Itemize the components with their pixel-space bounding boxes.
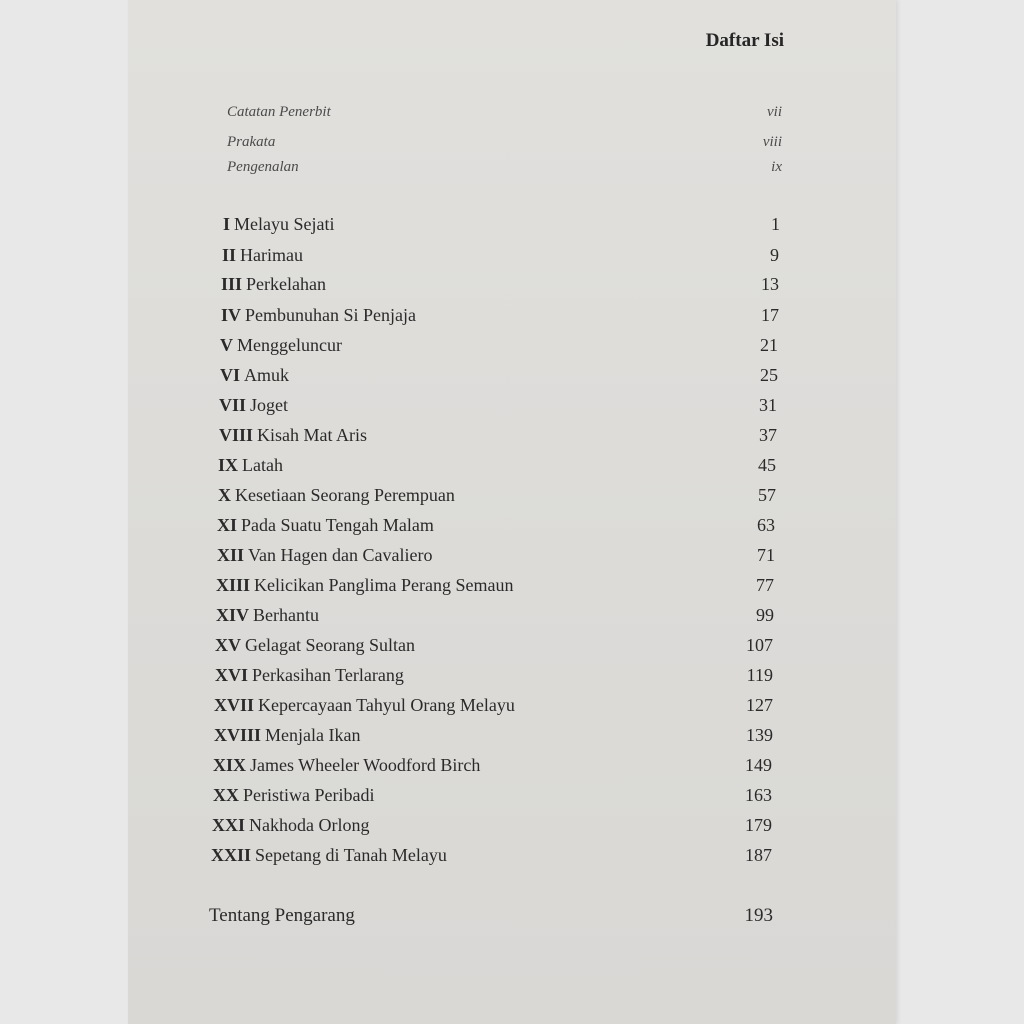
chapter-numeral: I xyxy=(223,214,231,234)
chapter-row xyxy=(219,391,777,419)
chapter-row xyxy=(212,811,772,839)
chapter-numeral: XVI xyxy=(215,665,249,685)
chapter-page: 25 xyxy=(760,365,778,385)
chapter-row xyxy=(214,721,773,749)
chapter-title: Nakhoda Orlong xyxy=(249,815,370,835)
chapter-numeral: XVIII xyxy=(214,725,262,745)
chapter-numeral: VIII xyxy=(219,425,254,445)
chapter-page: 37 xyxy=(759,425,777,445)
chapter-row xyxy=(218,451,776,479)
entry-label: Pengenalan xyxy=(227,159,299,175)
chapter-numeral: IV xyxy=(221,305,242,325)
chapter-page: 163 xyxy=(745,785,772,805)
entry-label: Prakata xyxy=(227,134,276,150)
chapter-row xyxy=(220,331,778,359)
chapter-row xyxy=(219,421,777,449)
chapter-title: Sepetang di Tanah Melayu xyxy=(255,845,447,865)
entry-page: 193 xyxy=(744,905,773,926)
front-matter-row xyxy=(227,98,782,126)
page-title: Daftar Isi xyxy=(705,30,784,51)
chapter-row xyxy=(217,541,775,569)
chapter-numeral: X xyxy=(218,485,231,505)
book-page xyxy=(128,0,896,1024)
chapter-page: 149 xyxy=(745,755,772,775)
chapter-page: 77 xyxy=(756,575,774,595)
chapter-title: James Wheeler Woodford Birch xyxy=(250,755,481,775)
front-matter-row xyxy=(227,153,782,181)
chapter-page: 21 xyxy=(760,335,778,355)
chapter-title: Gelagat Seorang Sultan xyxy=(245,635,415,655)
chapter-page: 57 xyxy=(758,485,776,505)
chapter-row xyxy=(215,631,773,659)
chapter-title: Perkasihan Terlarang xyxy=(252,665,404,685)
chapter-row xyxy=(216,571,774,599)
chapter-page: 1 xyxy=(771,214,780,234)
chapter-row xyxy=(213,781,772,809)
chapter-row xyxy=(221,301,779,329)
chapter-title: Melayu Sejati xyxy=(234,214,335,234)
chapter-numeral: III xyxy=(221,274,243,294)
chapter-title: Peristiwa Peribadi xyxy=(243,785,375,805)
chapter-row xyxy=(214,691,773,719)
chapter-title: Menjala Ikan xyxy=(265,725,361,745)
chapter-numeral: XXI xyxy=(212,815,246,835)
chapter-page: 9 xyxy=(770,245,779,265)
chapter-title: Menggeluncur xyxy=(237,335,342,355)
chapter-title: Van Hagen dan Cavaliero xyxy=(248,545,433,565)
chapter-numeral: XI xyxy=(217,515,238,535)
chapter-numeral: XV xyxy=(215,635,241,655)
chapter-page: 71 xyxy=(757,545,775,565)
chapter-title: Kepercayaan Tahyul Orang Melayu xyxy=(258,695,515,715)
chapter-row xyxy=(220,361,778,389)
chapter-title: Amuk xyxy=(244,365,290,385)
entry-page: vii xyxy=(767,104,782,120)
chapter-row xyxy=(217,511,775,539)
chapter-numeral: XVII xyxy=(214,695,255,715)
chapter-numeral: XIV xyxy=(216,605,250,625)
chapter-numeral: V xyxy=(220,335,233,355)
back-matter-row xyxy=(209,902,773,930)
chapter-page: 13 xyxy=(761,274,779,294)
chapter-row xyxy=(215,661,773,689)
chapter-page: 31 xyxy=(759,395,777,415)
chapter-page: 17 xyxy=(761,305,779,325)
front-matter-row xyxy=(227,128,782,156)
chapter-page: 127 xyxy=(746,695,773,715)
chapter-title: Pada Suatu Tengah Malam xyxy=(241,515,434,535)
chapter-row xyxy=(216,601,774,629)
chapter-row xyxy=(213,751,772,779)
chapter-numeral: XXII xyxy=(211,845,252,865)
chapter-title: Kesetiaan Seorang Perempuan xyxy=(235,485,455,505)
entry-label: Tentang Pengarang xyxy=(209,905,355,926)
chapter-page: 119 xyxy=(746,665,773,685)
chapter-numeral: II xyxy=(222,245,237,265)
chapter-numeral: XII xyxy=(217,545,245,565)
chapter-title: Kisah Mat Aris xyxy=(257,425,368,445)
chapter-title: Kelicikan Panglima Perang Semaun xyxy=(254,575,514,595)
chapter-title: Latah xyxy=(242,455,283,475)
chapter-page: 179 xyxy=(745,815,772,835)
chapter-numeral: VII xyxy=(219,395,247,415)
chapter-page: 187 xyxy=(745,845,772,865)
chapter-page: 63 xyxy=(757,515,775,535)
entry-page: viii xyxy=(762,134,782,150)
chapter-numeral: IX xyxy=(218,455,239,475)
chapter-title: Pembunuhan Si Penjaja xyxy=(245,305,416,325)
chapter-title: Harimau xyxy=(240,245,303,265)
chapter-numeral: VI xyxy=(220,365,241,385)
chapter-title: Joget xyxy=(250,395,289,415)
chapter-numeral: XIX xyxy=(213,755,247,775)
chapter-numeral: XX xyxy=(213,785,239,805)
chapter-row xyxy=(211,841,772,869)
entry-page: ix xyxy=(771,159,782,175)
chapter-row xyxy=(222,241,779,269)
entry-label: Catatan Penerbit xyxy=(227,104,331,120)
chapter-row xyxy=(223,210,780,238)
chapter-title: Berhantu xyxy=(253,605,319,625)
chapter-page: 139 xyxy=(746,725,773,745)
chapter-row xyxy=(218,481,776,509)
chapter-numeral: XIII xyxy=(216,575,251,595)
chapter-page: 107 xyxy=(746,635,773,655)
chapter-title: Perkelahan xyxy=(246,274,326,294)
chapter-page: 99 xyxy=(756,605,774,625)
chapter-row xyxy=(221,270,779,298)
chapter-page: 45 xyxy=(758,455,776,475)
